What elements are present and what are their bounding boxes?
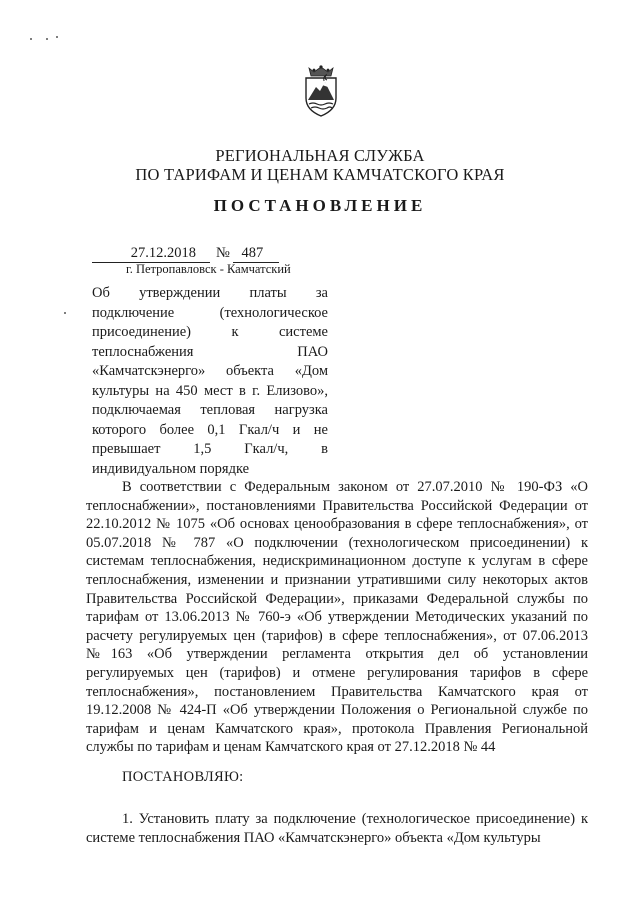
preamble-section bbox=[86, 478, 588, 757]
scan-speck bbox=[30, 38, 32, 40]
issue-place: г. Петропавловск - Камчатский bbox=[126, 262, 291, 276]
document-type-title: ПОСТАНОВЛЕНИЕ bbox=[213, 196, 427, 215]
document-date: 27.12.2018 bbox=[92, 245, 210, 263]
document-subject: Об утверждении платы за подключение (технологическое присоединение) к системе теплоснабжения ПАО «Камчатскэнерго» объекта «Дом культуры на 450 мест в г. Елизово», подключаемая тепловая нагрузка которого более 0,1 Гкал/ч и не превышает 1,5 Гкал/ч, в индивидуальном порядке bbox=[92, 285, 328, 477]
date-number-line bbox=[92, 245, 279, 263]
clause-section bbox=[86, 810, 588, 847]
scan-speck bbox=[46, 38, 48, 40]
number-sign: № bbox=[216, 245, 230, 261]
document-number: 487 bbox=[233, 245, 279, 263]
clause-1-paragraph: 1. Установить плату за подключение (технологическое присоединение) к системе теплоснабжения ПАО «Камчатскэнерго» объекта «Дом культуры bbox=[86, 811, 588, 846]
scan-speck bbox=[64, 312, 66, 314]
org-name-line2: ПО ТАРИФАМ И ЦЕНАМ КАМЧАТСКОГО КРАЯ bbox=[135, 165, 505, 184]
coat-of-arms-emblem bbox=[300, 62, 342, 118]
org-name-line1: РЕГИОНАЛЬНАЯ СЛУЖБА bbox=[215, 146, 425, 165]
preamble-paragraph: В соответствии с Федеральным законом от 27.07.2010 № 190-ФЗ «О теплоснабжении», постановлениями Правительства Российской Федерации от 22.10.2012 № 1075 «Об основах ценообразования в сфере теплоснабжения», от 05.07.2018 № 787 «О подключении (технологическом присоединении) к системам теплоснабжения, недискриминационном доступе к услугам в сфере теплоснабжения, изменении и признании утратившими силу некоторых актов Правительства Российской Федерации», приказами Федеральной службы по тарифам от 13.06.2013 № 760-э «Об утверждении Методических указаний по расчету регулируемых цен (тарифов) в сфере теплоснабжения», от 07.06.2013 №163 «Об утверждении регламента открытия дел об установлении регулируемых цен (тарифов) и отмене регулирования тарифов в сфере теплоснабжения», постановлением Правительства Камчатского края от 19.12.2008 № 424-П «Об утверждении Положения о Региональной службе по тарифам и ценам Камчатского края», протокола Правления Региональной службы по тарифам и ценам Камчатского края от 27.12.2018 № 44 bbox=[86, 479, 588, 756]
resolve-heading: ПОСТАНОВЛЯЮ: bbox=[122, 769, 244, 785]
scan-speck bbox=[56, 36, 58, 38]
